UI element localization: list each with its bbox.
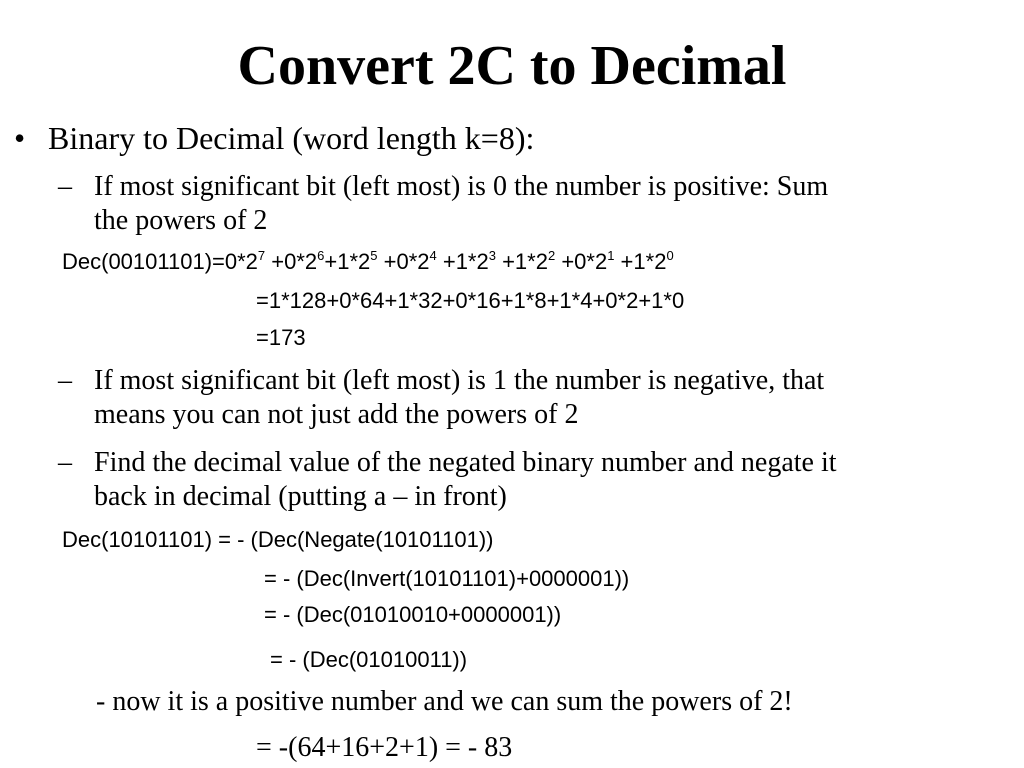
eq-exp-3: 3 xyxy=(488,248,496,263)
slide-title: Convert 2C to Decimal xyxy=(237,35,787,97)
note-positive-number: - now it is a positive number and we can sum the powers of 2! xyxy=(96,686,793,717)
equation-result-173: =173 xyxy=(256,325,306,350)
eq-term-2: +0*2 xyxy=(265,249,318,274)
dash-marker-3: – xyxy=(58,447,72,478)
eq-term-6: +1*2 xyxy=(495,249,548,274)
equation-add-one-step: = - (Dec(01010010+0000001)) xyxy=(264,602,562,627)
eq-term-3: +1*2 xyxy=(324,249,371,274)
eq-exp-4: 4 xyxy=(429,248,437,263)
equation-expanded-sum: =1*128+0*64+1*32+0*16+1*8+1*4+0*2+1*0 xyxy=(256,288,685,313)
eq-prefix: Dec(00101101)=0*2 xyxy=(62,249,258,274)
eq-exp-6: 6 xyxy=(317,248,325,263)
sub-bullet-negate-line2: back in decimal (putting a – in front) xyxy=(94,481,507,512)
eq-term-4: +0*2 xyxy=(377,249,430,274)
eq-exp-5: 5 xyxy=(370,248,378,263)
eq-exp-1: 1 xyxy=(607,248,615,263)
eq-exp-7: 7 xyxy=(257,248,266,263)
sub-bullet-positive-line2: the powers of 2 xyxy=(94,205,268,236)
equation-dec-positive xyxy=(62,247,674,277)
bullet-binary-to-decimal: Binary to Decimal (word length k=8): xyxy=(48,120,535,156)
eq-term-8: +1*2 xyxy=(614,249,667,274)
sub-bullet-negative-line2: means you can not just add the powers of 2 xyxy=(94,399,579,430)
bullet-marker: • xyxy=(14,120,26,156)
eq-term-5: +1*2 xyxy=(436,249,489,274)
eq-exp-2: 2 xyxy=(547,248,556,263)
sub-bullet-positive-line1: If most significant bit (left most) is 0 the number is positive: Sum xyxy=(94,171,829,202)
equation-invert-step: = - (Dec(Invert(10101101)+0000001)) xyxy=(264,566,630,591)
dash-marker-2: – xyxy=(58,365,72,396)
equation-negated-value: = - (Dec(01010011)) xyxy=(270,647,468,672)
eq-exp-0: 0 xyxy=(666,248,674,263)
eq-term-7: +0*2 xyxy=(555,249,608,274)
equation-dec-negative: Dec(10101101) = - (Dec(Negate(10101101)) xyxy=(62,527,494,552)
dash-marker-1: – xyxy=(58,171,72,202)
sub-bullet-negative-line1: If most significant bit (left most) is 1 the number is negative, that xyxy=(94,365,825,396)
final-result: = -(64+16+2+1) = - 83 xyxy=(256,732,513,763)
sub-bullet-negate-line1: Find the decimal value of the negated binary number and negate it xyxy=(94,447,837,478)
